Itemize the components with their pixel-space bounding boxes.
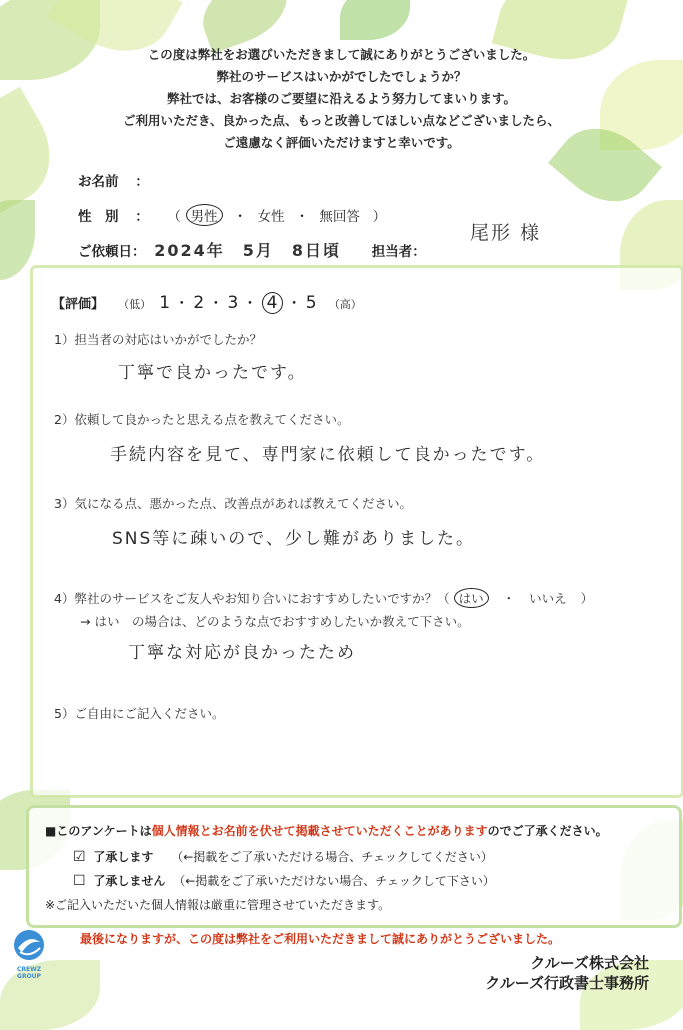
rating-separator: ・ bbox=[174, 294, 190, 312]
rating-separator: ・ bbox=[208, 294, 224, 312]
rating-option-selected: 4 bbox=[262, 292, 283, 314]
rating-label: 【評価】 bbox=[52, 297, 105, 312]
disagree-label: 了承しません bbox=[93, 874, 166, 888]
answer-2: 手続内容を見て、専門家に依頼して良かったです。 bbox=[110, 445, 546, 465]
rating-option: 3 bbox=[227, 293, 239, 313]
rating-row bbox=[52, 292, 362, 314]
rating-separator: ・ bbox=[242, 294, 258, 312]
logo-text: CREWZ bbox=[16, 966, 42, 973]
crewz-logo-icon bbox=[12, 928, 46, 962]
intro-line: この度は弊社をお選びいただきまして誠にありがとうございました。 bbox=[147, 47, 536, 62]
checkbox-unchecked-icon[interactable]: ☐ bbox=[73, 873, 86, 889]
intro-line: 弊社では、お客様のご要望に沿えるよう努力してまいります。 bbox=[166, 91, 516, 106]
question-4-separator: ・ bbox=[502, 591, 516, 606]
gender-close: ） bbox=[372, 209, 387, 225]
question-3: 3）気になる点、悪かった点、改善点があれば教えてください。 bbox=[54, 496, 412, 511]
rating-separator: ・ bbox=[286, 294, 302, 312]
question-1: 1）担当者の対応はいかがでしたか？ bbox=[54, 332, 262, 347]
logo-text: GROUP bbox=[17, 973, 41, 980]
company-office-name: クルーズ行政書士事務所 bbox=[485, 974, 649, 992]
question-4-close: ） bbox=[580, 591, 594, 606]
question-5: 5）ご自由にご記入ください。 bbox=[54, 706, 225, 721]
answer-no-option: いいえ bbox=[529, 591, 567, 606]
answer-3: SNS等に疎いので、少し難がありました。 bbox=[112, 529, 475, 549]
date-value: 2024年 5月 8日頃 bbox=[154, 241, 342, 260]
footer-message: 最後になりますが、この度は弊社をご利用いただきまして誠にありがとうございました。 bbox=[80, 932, 561, 946]
name-colon: ： bbox=[135, 174, 149, 190]
intro-line: 弊社のサービスはいかがでしたでしょうか？ bbox=[216, 69, 467, 84]
rating-option: 1 bbox=[159, 293, 171, 313]
date-label: ご依頼日： bbox=[78, 244, 146, 260]
rating-low-label: （低） bbox=[118, 298, 152, 311]
notice-line bbox=[45, 822, 608, 839]
date-field bbox=[78, 238, 426, 261]
answer-yes-option: はい bbox=[454, 588, 489, 608]
notice-text: ■このアンケートは bbox=[45, 824, 152, 838]
notice-emphasis: 個人情報とお名前を伏せて掲載させていただくことがあります bbox=[151, 824, 488, 838]
gender-colon: ： bbox=[135, 209, 149, 225]
notice-box bbox=[26, 805, 682, 928]
question-4-sub: → はい の場合は、どのような点でおすすめしたいか教えて下さい。 bbox=[80, 614, 470, 629]
gender-field bbox=[78, 204, 386, 226]
disagree-note: （←掲載をご了承いただけない場合、チェックして下さい） bbox=[173, 874, 495, 888]
privacy-note: ※ご記入いただいた個人情報は厳重に管理させていただきます。 bbox=[45, 898, 391, 912]
question-4-text: 4）弊社のサービスをご友人やお知り合いにおすすめしたいですか？（ bbox=[54, 591, 450, 606]
agree-note: （←掲載をご了承いただける場合、チェックしてください） bbox=[171, 850, 493, 864]
company-logo bbox=[8, 928, 50, 980]
disagree-option[interactable] bbox=[73, 872, 495, 889]
question-2: 2）依頼して良かったと思える点を教えてください。 bbox=[54, 412, 350, 427]
checkbox-checked-icon[interactable]: ☑ bbox=[73, 849, 86, 865]
rating-option: 5 bbox=[305, 293, 317, 313]
rating-high-label: （高） bbox=[328, 298, 362, 311]
intro-line: ご利用いただき、良かった点、もっと改善してほしい点などございましたら、 bbox=[122, 113, 560, 128]
gender-label: 性 別 bbox=[78, 209, 119, 225]
gender-male-option: 男性 bbox=[186, 204, 223, 226]
notice-text: のでご了承ください。 bbox=[487, 824, 608, 838]
staff-value: 尾形 様 bbox=[470, 222, 542, 244]
agree-option[interactable] bbox=[73, 848, 493, 865]
answer-4: 丁寧な対応が良かったため bbox=[128, 643, 356, 663]
agree-label: 了承します bbox=[93, 850, 154, 864]
gender-female-option: 女性 bbox=[257, 209, 285, 225]
intro-message bbox=[0, 44, 683, 154]
name-field bbox=[78, 170, 149, 190]
staff-label: 担当者： bbox=[371, 244, 426, 260]
gender-open: （ bbox=[167, 209, 181, 225]
company-name: クルーズ株式会社 bbox=[530, 954, 649, 972]
gender-separator: ・ bbox=[295, 209, 309, 225]
rating-option: 2 bbox=[193, 293, 205, 313]
gender-separator: ・ bbox=[233, 209, 247, 225]
name-label: お名前 bbox=[78, 174, 119, 190]
question-4 bbox=[54, 588, 593, 608]
answer-1: 丁寧で良かったです。 bbox=[118, 363, 307, 383]
intro-line: ご遠慮なく評価いただけますと幸いです。 bbox=[223, 135, 460, 150]
gender-none-option: 無回答 bbox=[319, 209, 360, 225]
